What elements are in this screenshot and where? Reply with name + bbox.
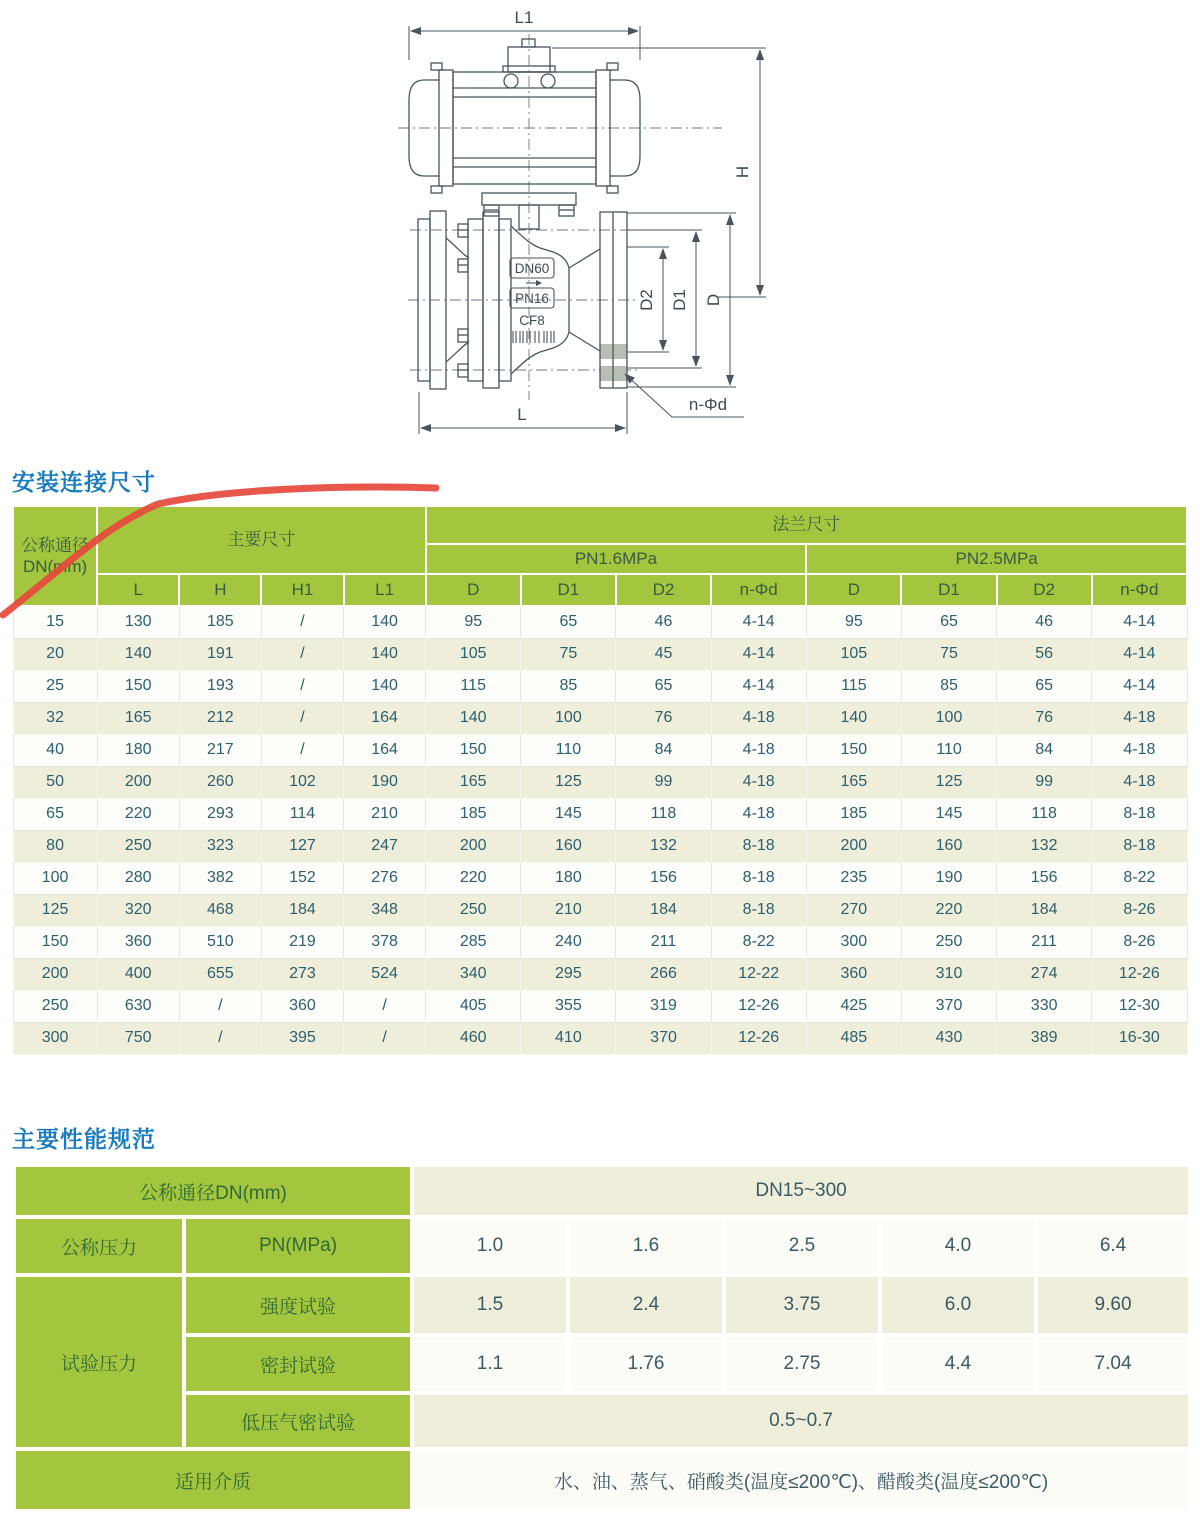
table-cell: 285 xyxy=(426,926,521,958)
table-cell: / xyxy=(261,734,343,766)
table-cell: 140 xyxy=(426,702,521,734)
table-cell: 165 xyxy=(806,766,901,798)
perf-dn-label: 公称通径DN(mm) xyxy=(14,1165,412,1217)
table-cell: 99 xyxy=(997,766,1092,798)
table-cell: 125 xyxy=(13,894,97,926)
table-cell: 32 xyxy=(13,702,97,734)
seal-value: 7.04 xyxy=(1036,1335,1190,1393)
table-cell: 164 xyxy=(344,702,426,734)
table-cell: 152 xyxy=(261,862,343,894)
table-cell: 8-18 xyxy=(1092,830,1187,862)
table-cell: 184 xyxy=(997,894,1092,926)
table-cell: 100 xyxy=(901,702,996,734)
table-cell: 382 xyxy=(179,862,261,894)
table-cell: 15 xyxy=(13,606,97,638)
table-row xyxy=(13,958,1187,990)
table-cell: 118 xyxy=(616,798,711,830)
install-section-title: 安装连接尺寸 xyxy=(12,469,156,495)
table-cell: 300 xyxy=(806,926,901,958)
table-cell: 405 xyxy=(426,990,521,1022)
table-cell: 8-26 xyxy=(1092,894,1187,926)
table-cell: 370 xyxy=(616,1022,711,1054)
perf-section-title: 主要性能规范 xyxy=(12,1126,156,1152)
table-row xyxy=(13,766,1187,798)
table-cell: 50 xyxy=(13,766,97,798)
table-cell: 84 xyxy=(997,734,1092,766)
table-cell: 8-26 xyxy=(1092,926,1187,958)
perf-test-label: 试验压力 xyxy=(14,1275,184,1449)
table-cell: 340 xyxy=(426,958,521,990)
table-cell: 211 xyxy=(997,926,1092,958)
dim-label-d2: D2 xyxy=(637,289,656,311)
col-pn16-d: D xyxy=(426,574,521,606)
table-cell: 200 xyxy=(97,766,179,798)
table-row xyxy=(13,1022,1187,1054)
dim-label-d: D xyxy=(704,293,723,307)
table-cell: / xyxy=(261,670,343,702)
table-cell: 460 xyxy=(426,1022,521,1054)
table-cell: 165 xyxy=(97,702,179,734)
table-cell: 310 xyxy=(901,958,996,990)
pn-value: 4.0 xyxy=(880,1217,1036,1275)
header-flange-dims: 法兰尺寸 xyxy=(426,506,1187,544)
table-cell: 156 xyxy=(997,862,1092,894)
table-cell: 65 xyxy=(616,670,711,702)
install-table-body xyxy=(13,606,1187,1054)
table-cell: 118 xyxy=(997,798,1092,830)
table-cell: 219 xyxy=(261,926,343,958)
table-cell: 210 xyxy=(344,798,426,830)
actuator-outline xyxy=(409,39,640,229)
table-cell: 184 xyxy=(616,894,711,926)
table-row xyxy=(13,670,1187,702)
col-h: H xyxy=(179,574,261,606)
table-cell: 270 xyxy=(806,894,901,926)
table-cell: 210 xyxy=(521,894,616,926)
table-cell: / xyxy=(261,702,343,734)
header-dn: 公称通径DN(mm) xyxy=(13,506,97,606)
table-cell: 4-14 xyxy=(711,638,806,670)
table-cell: 184 xyxy=(261,894,343,926)
table-cell: / xyxy=(344,1022,426,1054)
table-cell: 125 xyxy=(521,766,616,798)
table-cell: 235 xyxy=(806,862,901,894)
table-cell: 76 xyxy=(616,702,711,734)
table-cell: 185 xyxy=(179,606,261,638)
seal-value: 1.1 xyxy=(412,1335,568,1393)
table-cell: 355 xyxy=(521,990,616,1022)
table-cell: 150 xyxy=(97,670,179,702)
table-cell: 319 xyxy=(616,990,711,1022)
table-cell: 211 xyxy=(616,926,711,958)
table-cell: 180 xyxy=(97,734,179,766)
table-cell: 468 xyxy=(179,894,261,926)
table-cell: 46 xyxy=(997,606,1092,638)
table-cell: 250 xyxy=(97,830,179,862)
table-cell: 395 xyxy=(261,1022,343,1054)
valve-technical-drawing xyxy=(372,0,822,458)
table-cell: 190 xyxy=(344,766,426,798)
table-cell: / xyxy=(179,990,261,1022)
table-cell: 4-18 xyxy=(1092,766,1187,798)
table-cell: 102 xyxy=(261,766,343,798)
dim-label-l: L xyxy=(517,405,527,424)
table-cell: 46 xyxy=(616,606,711,638)
table-cell: 56 xyxy=(997,638,1092,670)
table-cell: 4-18 xyxy=(711,798,806,830)
table-cell: 100 xyxy=(13,862,97,894)
table-cell: / xyxy=(344,990,426,1022)
table-cell: 65 xyxy=(13,798,97,830)
install-dimensions-table xyxy=(12,505,1188,1055)
table-cell: 20 xyxy=(13,638,97,670)
table-cell: 4-18 xyxy=(711,734,806,766)
col-l1: L1 xyxy=(344,574,426,606)
table-cell: 400 xyxy=(97,958,179,990)
table-cell: 12-26 xyxy=(1092,958,1187,990)
table-row xyxy=(13,638,1187,670)
table-cell: 191 xyxy=(179,638,261,670)
table-cell: 8-22 xyxy=(1092,862,1187,894)
table-cell: 84 xyxy=(616,734,711,766)
strength-value: 6.0 xyxy=(880,1275,1036,1335)
table-cell: 4-14 xyxy=(1092,638,1187,670)
table-cell: 75 xyxy=(901,638,996,670)
table-cell: 95 xyxy=(426,606,521,638)
table-cell: 750 xyxy=(97,1022,179,1054)
table-cell: 273 xyxy=(261,958,343,990)
plate-pn-text: PN16 xyxy=(515,291,549,306)
table-cell: 132 xyxy=(997,830,1092,862)
table-cell: 320 xyxy=(97,894,179,926)
perf-dn-value: DN15~300 xyxy=(412,1165,1190,1217)
table-cell: 12-30 xyxy=(1092,990,1187,1022)
table-cell: 140 xyxy=(806,702,901,734)
table-cell: 140 xyxy=(344,606,426,638)
table-cell: 200 xyxy=(426,830,521,862)
perf-low-pressure-label: 低压气密试验 xyxy=(184,1393,412,1449)
table-cell: 430 xyxy=(901,1022,996,1054)
table-cell: 110 xyxy=(901,734,996,766)
strength-value: 1.5 xyxy=(412,1275,568,1335)
table-cell: 127 xyxy=(261,830,343,862)
performance-table xyxy=(12,1163,1192,1513)
dim-label-d1: D1 xyxy=(670,289,689,311)
table-cell: 99 xyxy=(616,766,711,798)
header-pn16: PN1.6MPa xyxy=(426,544,807,574)
table-cell: 115 xyxy=(806,670,901,702)
plate-material-text: CF8 xyxy=(519,313,545,328)
table-cell: 4-14 xyxy=(711,606,806,638)
table-cell: 524 xyxy=(344,958,426,990)
table-cell: 115 xyxy=(426,670,521,702)
seal-value: 4.4 xyxy=(880,1335,1036,1393)
table-cell: 4-18 xyxy=(711,702,806,734)
table-cell: 250 xyxy=(426,894,521,926)
table-cell: 300 xyxy=(13,1022,97,1054)
table-cell: 348 xyxy=(344,894,426,926)
table-cell: 95 xyxy=(806,606,901,638)
table-cell: 4-18 xyxy=(1092,702,1187,734)
table-cell: 360 xyxy=(97,926,179,958)
table-cell: 389 xyxy=(997,1022,1092,1054)
dim-label-l1: L1 xyxy=(514,8,534,27)
table-cell: 360 xyxy=(261,990,343,1022)
table-cell: 100 xyxy=(521,702,616,734)
dim-label-h: H xyxy=(733,165,752,179)
table-cell: 240 xyxy=(521,926,616,958)
low-pressure-value: 0.5~0.7 xyxy=(412,1393,1190,1449)
table-cell: 485 xyxy=(806,1022,901,1054)
table-cell: 655 xyxy=(179,958,261,990)
table-cell: 200 xyxy=(13,958,97,990)
table-cell: 323 xyxy=(179,830,261,862)
table-cell: 190 xyxy=(901,862,996,894)
table-cell: 114 xyxy=(261,798,343,830)
col-pn25-d1: D1 xyxy=(901,574,996,606)
dim-label-n-phi-d: n-Φd xyxy=(688,395,728,414)
table-cell: 220 xyxy=(97,798,179,830)
barcode-mark xyxy=(513,331,554,343)
table-cell: 140 xyxy=(344,638,426,670)
table-cell: 250 xyxy=(13,990,97,1022)
table-cell: 220 xyxy=(901,894,996,926)
table-row xyxy=(13,862,1187,894)
col-pn16-d1: D1 xyxy=(521,574,616,606)
table-cell: 12-22 xyxy=(711,958,806,990)
table-row xyxy=(13,990,1187,1022)
strength-value: 9.60 xyxy=(1036,1275,1190,1335)
table-cell: 65 xyxy=(521,606,616,638)
table-cell: 150 xyxy=(13,926,97,958)
table-cell: 4-14 xyxy=(1092,606,1187,638)
table-cell: 425 xyxy=(806,990,901,1022)
table-cell: 330 xyxy=(997,990,1092,1022)
table-cell: 40 xyxy=(13,734,97,766)
table-cell: 8-22 xyxy=(711,926,806,958)
col-l: L xyxy=(97,574,179,606)
table-row xyxy=(13,702,1187,734)
table-cell: 220 xyxy=(426,862,521,894)
table-cell: 510 xyxy=(179,926,261,958)
table-cell: 65 xyxy=(997,670,1092,702)
table-row xyxy=(13,734,1187,766)
table-cell: 266 xyxy=(616,958,711,990)
table-cell: 378 xyxy=(344,926,426,958)
table-cell: 150 xyxy=(426,734,521,766)
table-cell: 360 xyxy=(806,958,901,990)
table-cell: 185 xyxy=(426,798,521,830)
table-cell: 193 xyxy=(179,670,261,702)
table-cell: 185 xyxy=(806,798,901,830)
table-cell: 630 xyxy=(97,990,179,1022)
perf-strength-label: 强度试验 xyxy=(184,1275,412,1335)
table-cell: 8-18 xyxy=(1092,798,1187,830)
table-cell: 85 xyxy=(901,670,996,702)
table-cell: 4-18 xyxy=(1092,734,1187,766)
pn-value: 6.4 xyxy=(1036,1217,1190,1275)
table-cell: 145 xyxy=(901,798,996,830)
table-cell: 80 xyxy=(13,830,97,862)
table-cell: 156 xyxy=(616,862,711,894)
table-cell: 140 xyxy=(97,638,179,670)
table-cell: 132 xyxy=(616,830,711,862)
table-row xyxy=(13,894,1187,926)
table-cell: 160 xyxy=(901,830,996,862)
table-row xyxy=(13,798,1187,830)
table-cell: 4-18 xyxy=(711,766,806,798)
table-cell: 16-30 xyxy=(1092,1022,1187,1054)
table-cell: 165 xyxy=(426,766,521,798)
table-cell: 12-26 xyxy=(711,990,806,1022)
table-row xyxy=(13,830,1187,862)
perf-seal-label: 密封试验 xyxy=(184,1335,412,1393)
perf-media-label: 适用介质 xyxy=(14,1449,412,1511)
header-pn25: PN2.5MPa xyxy=(806,544,1187,574)
perf-pressure-label: 公称压力 xyxy=(14,1217,184,1275)
table-cell: 4-14 xyxy=(1092,670,1187,702)
table-cell: / xyxy=(179,1022,261,1054)
col-pn25-d: D xyxy=(806,574,901,606)
seal-value: 1.76 xyxy=(568,1335,724,1393)
table-cell: 280 xyxy=(97,862,179,894)
table-cell: 164 xyxy=(344,734,426,766)
table-cell: 247 xyxy=(344,830,426,862)
table-cell: 75 xyxy=(521,638,616,670)
table-cell: 293 xyxy=(179,798,261,830)
table-cell: 274 xyxy=(997,958,1092,990)
col-h1: H1 xyxy=(261,574,343,606)
table-cell: 260 xyxy=(179,766,261,798)
table-cell: 125 xyxy=(901,766,996,798)
table-cell: 130 xyxy=(97,606,179,638)
table-cell: / xyxy=(261,638,343,670)
seal-value: 2.75 xyxy=(724,1335,880,1393)
table-cell: 85 xyxy=(521,670,616,702)
perf-pn-label: PN(MPa) xyxy=(184,1217,412,1275)
pn-value: 1.6 xyxy=(568,1217,724,1275)
table-cell: 25 xyxy=(13,670,97,702)
table-cell: 8-18 xyxy=(711,862,806,894)
table-cell: 12-26 xyxy=(711,1022,806,1054)
col-pn25-d2: D2 xyxy=(997,574,1092,606)
media-value: 水、油、蒸气、硝酸类(温度≤200℃)、醋酸类(温度≤200℃) xyxy=(412,1449,1190,1511)
table-cell: 8-18 xyxy=(711,830,806,862)
table-cell: 200 xyxy=(806,830,901,862)
table-cell: 212 xyxy=(179,702,261,734)
col-pn25-nd: n-Φd xyxy=(1092,574,1187,606)
table-cell: 370 xyxy=(901,990,996,1022)
table-cell: 4-14 xyxy=(711,670,806,702)
table-cell: 110 xyxy=(521,734,616,766)
table-cell: 295 xyxy=(521,958,616,990)
table-cell: 180 xyxy=(521,862,616,894)
table-cell: 276 xyxy=(344,862,426,894)
table-row xyxy=(13,926,1187,958)
table-cell: 410 xyxy=(521,1022,616,1054)
header-main-dims: 主要尺寸 xyxy=(97,506,426,574)
table-cell: 250 xyxy=(901,926,996,958)
table-cell: 150 xyxy=(806,734,901,766)
col-pn16-nd: n-Φd xyxy=(711,574,806,606)
table-cell: 160 xyxy=(521,830,616,862)
table-row xyxy=(13,606,1187,638)
table-cell: 217 xyxy=(179,734,261,766)
col-pn16-d2: D2 xyxy=(616,574,711,606)
table-cell: 105 xyxy=(426,638,521,670)
table-cell: 145 xyxy=(521,798,616,830)
strength-value: 2.4 xyxy=(568,1275,724,1335)
pn-value: 2.5 xyxy=(724,1217,880,1275)
table-cell: 140 xyxy=(344,670,426,702)
pn-value: 1.0 xyxy=(412,1217,568,1275)
table-cell: 76 xyxy=(997,702,1092,734)
table-cell: 105 xyxy=(806,638,901,670)
table-cell: 45 xyxy=(616,638,711,670)
table-cell: 65 xyxy=(901,606,996,638)
table-cell: / xyxy=(261,606,343,638)
table-cell: 8-18 xyxy=(711,894,806,926)
strength-value: 3.75 xyxy=(724,1275,880,1335)
plate-dn-text: DN60 xyxy=(514,261,550,276)
